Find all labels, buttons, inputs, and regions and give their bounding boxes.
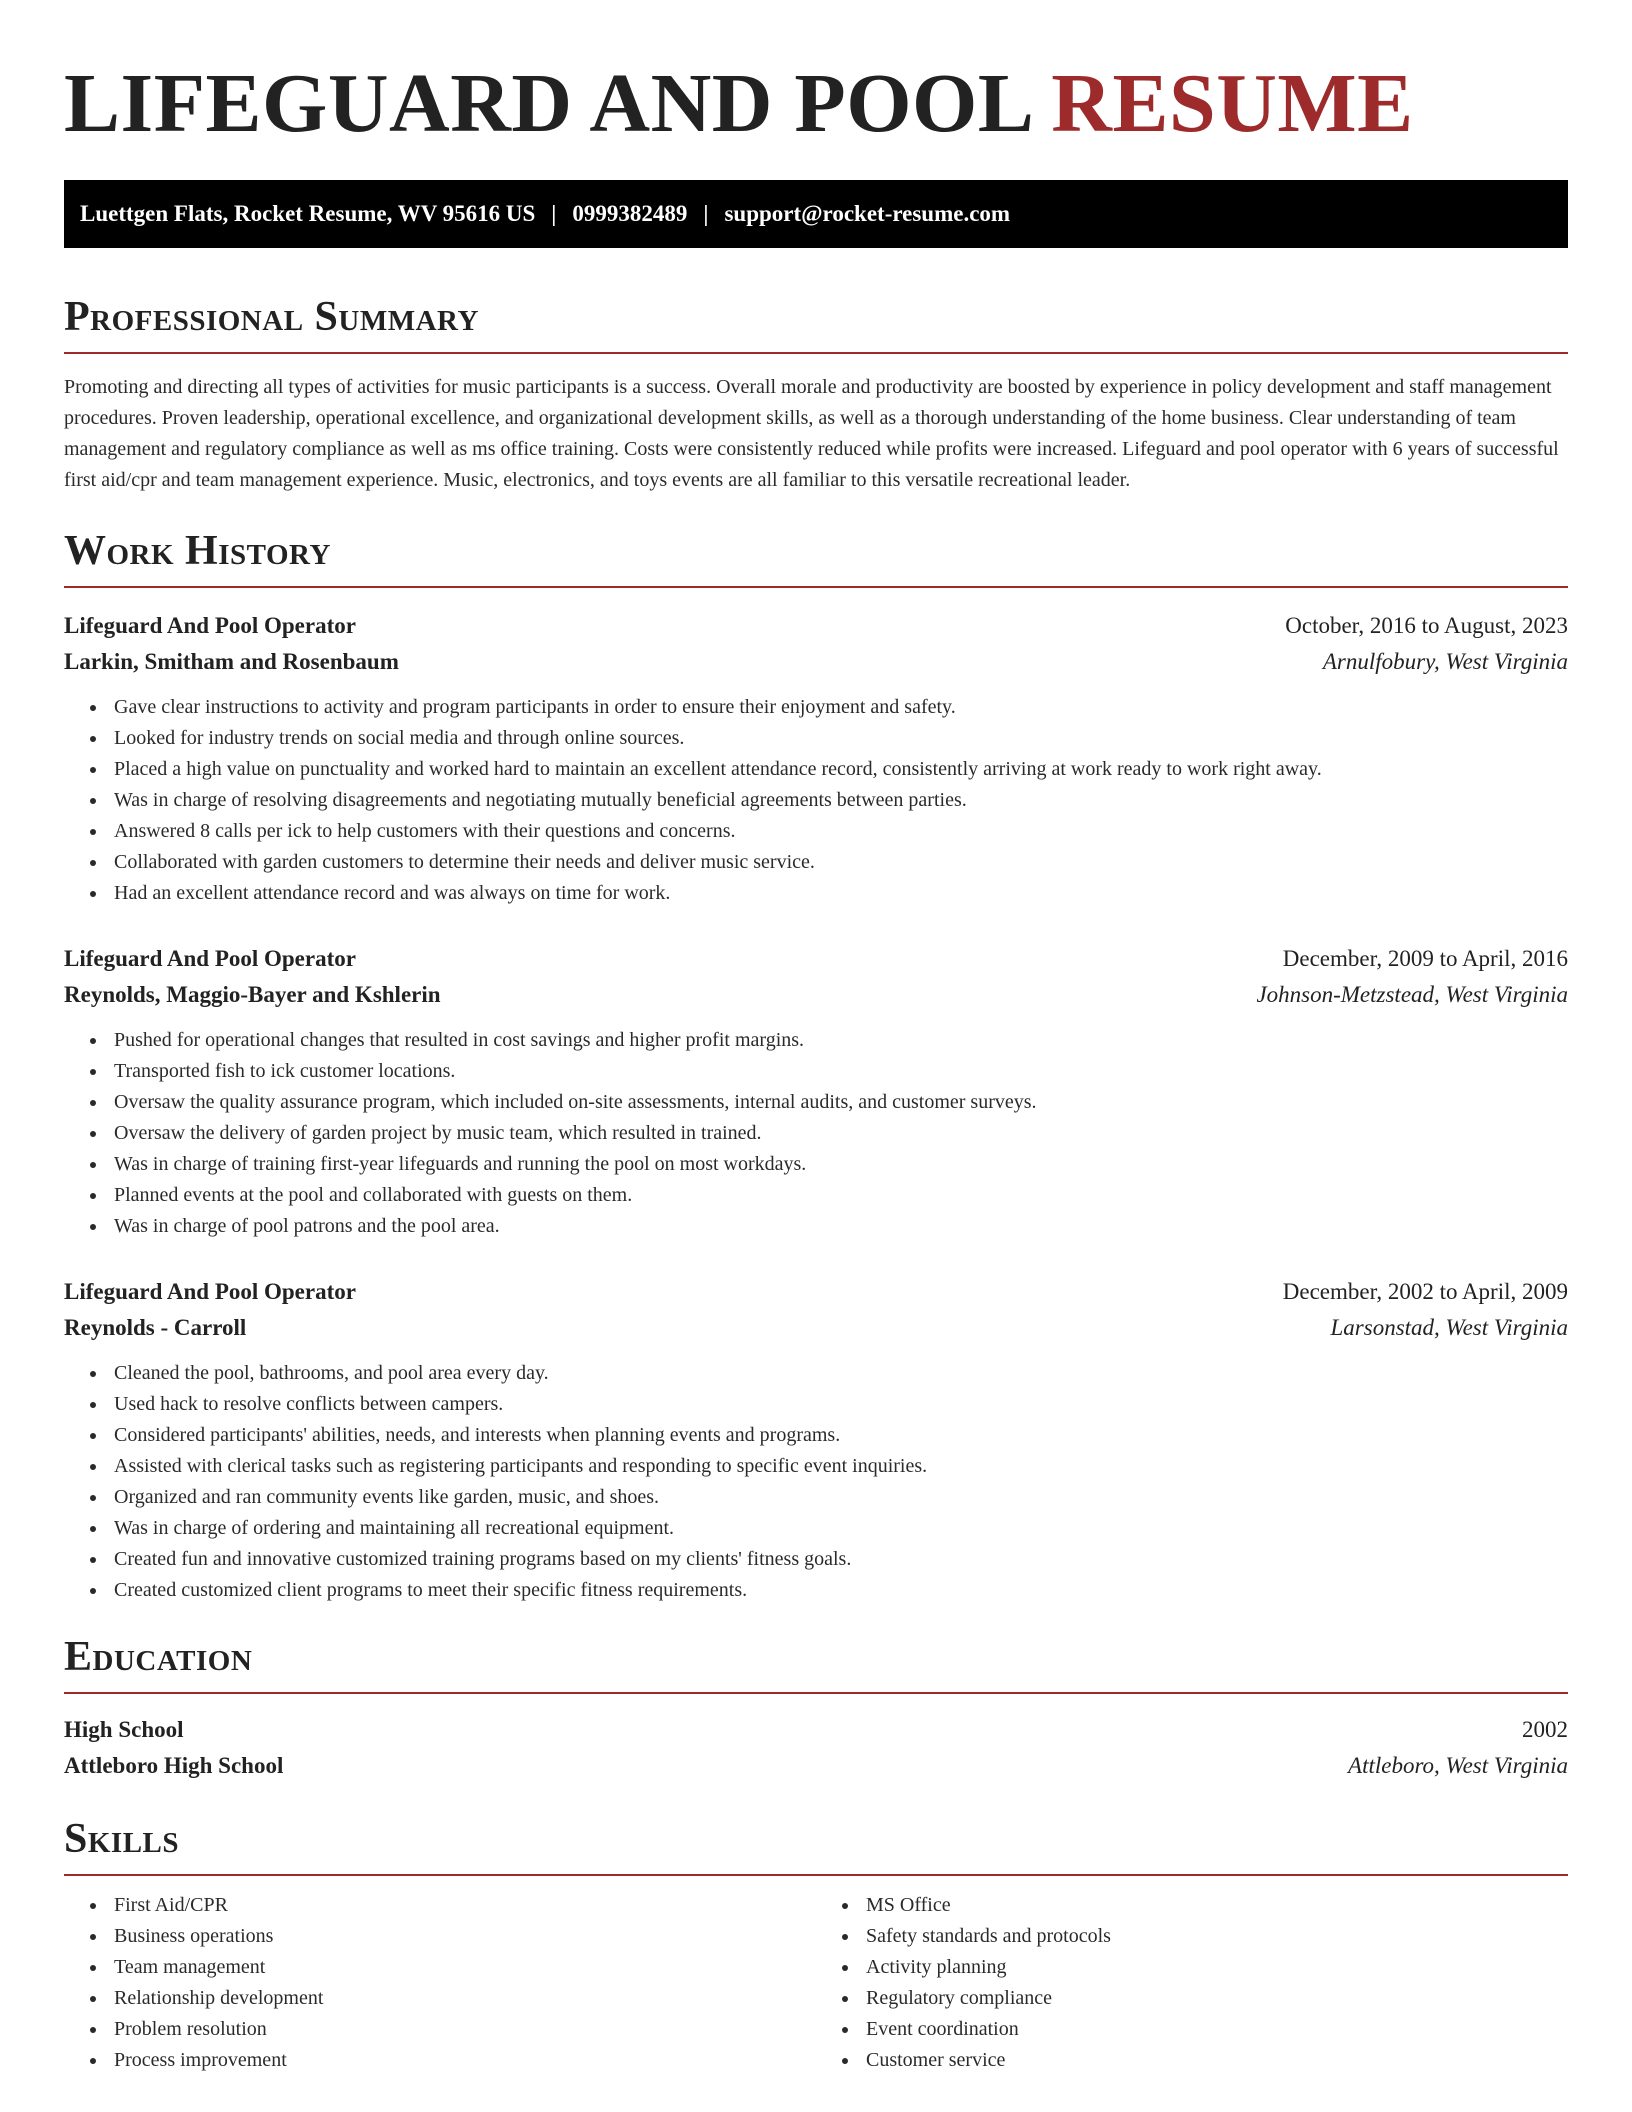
contact-separator: | <box>551 201 557 226</box>
job-title: Lifeguard And Pool Operator <box>64 1279 356 1304</box>
summary-heading: Professional Summary <box>64 292 1568 354</box>
job-location: Larsonstad, West Virginia <box>1330 1315 1568 1340</box>
job-bullet: • Oversaw the quality assurance program, which included on-site assessments, internal audits, and customer surveys. <box>108 1087 1568 1118</box>
job-bullet: • Created customized client programs to meet their specific fitness requirements. <box>108 1575 1568 1606</box>
job-bullet: • Collaborated with garden customers to determine their needs and deliver music service. <box>108 847 1568 878</box>
job-entry <box>64 608 1568 909</box>
job-entry <box>64 941 1568 1242</box>
job-company: Reynolds, Maggio-Bayer and Kshlerin <box>64 982 441 1007</box>
title-accent: RESUME <box>1051 57 1414 150</box>
job-title: Lifeguard And Pool Operator <box>64 946 356 971</box>
job-company-row <box>64 644 1568 680</box>
work-history-heading: Work History <box>64 526 1568 588</box>
job-bullet: • Planned events at the pool and collaborated with guests on them. <box>108 1180 1568 1211</box>
skills-column-left <box>64 1890 816 2076</box>
contact-phone: 0999382489 <box>572 201 688 226</box>
education-school-row <box>64 1748 1568 1784</box>
job-bullet: • Was in charge of ordering and maintaining all recreational equipment. <box>108 1513 1568 1544</box>
job-bullet: • Had an excellent attendance record and was always on time for work. <box>108 878 1568 909</box>
job-bullet: • Was in charge of training first-year lifeguards and running the pool on most workdays. <box>108 1149 1568 1180</box>
skill-item: • Safety standards and protocols <box>860 1921 1568 1952</box>
job-location: Johnson-Metzstead, West Virginia <box>1256 982 1568 1007</box>
skill-item: • Problem resolution <box>108 2014 816 2045</box>
contact-bar <box>64 180 1568 248</box>
job-bullet: • Organized and ran community events like garden, music, and shoes. <box>108 1482 1568 1513</box>
skill-item: • Process improvement <box>108 2045 816 2076</box>
job-bullet: • Assisted with clerical tasks such as registering participants and responding to specific event inquiries. <box>108 1451 1568 1482</box>
education-degree: High School <box>64 1717 184 1742</box>
skill-item: • Relationship development <box>108 1983 816 2014</box>
education-entry <box>64 1712 1568 1784</box>
summary-text: Promoting and directing all types of activities for music participants is a success. Overall morale and productivity are boosted by experience in policy development and staff management procedures. Proven leadership, operational excellence, and organizational development skills, as well as a thorough understanding of the home business. Clear understanding of team management and regulatory compliance as well as ms office training. Costs were consistently reduced while profits were increased. Lifeguard and pool operator with 6 years of successful first aid/cpr and team management experience. Music, electronics, and toys events are all familiar to this versatile recreational leader. <box>64 376 1559 491</box>
job-bullet: • Gave clear instructions to activity and program participants in order to ensure their enjoyment and safety. <box>108 692 1568 723</box>
skill-item: • Activity planning <box>860 1952 1568 1983</box>
job-bullet: • Used hack to resolve conflicts between campers. <box>108 1389 1568 1420</box>
job-bullet: • Was in charge of resolving disagreements and negotiating mutually beneficial agreements between parties. <box>108 785 1568 816</box>
job-dates: December, 2009 to April, 2016 <box>1282 946 1568 971</box>
education-heading: Education <box>64 1632 1568 1694</box>
resume-title <box>64 58 1568 150</box>
job-company: Larkin, Smitham and Rosenbaum <box>64 649 399 674</box>
skills-list <box>64 1890 1568 2076</box>
contact-separator: | <box>703 201 709 226</box>
education-degree-row <box>64 1712 1568 1748</box>
skill-item: • First Aid/CPR <box>108 1890 816 1921</box>
education-school: Attleboro High School <box>64 1753 284 1778</box>
job-bullet: • Transported fish to ick customer locations. <box>108 1056 1568 1087</box>
job-title-row <box>64 608 1568 644</box>
skill-item: • Event coordination <box>860 2014 1568 2045</box>
job-bullet-list <box>64 692 1568 909</box>
job-bullet-list <box>64 1025 1568 1242</box>
job-dates: October, 2016 to August, 2023 <box>1285 613 1568 638</box>
job-company-row <box>64 977 1568 1013</box>
job-bullet: • Was in charge of pool patrons and the pool area. <box>108 1211 1568 1242</box>
job-bullet: • Created fun and innovative customized training programs based on my clients' fitness goals. <box>108 1544 1568 1575</box>
job-bullet: • Considered participants' abilities, needs, and interests when planning events and programs. <box>108 1420 1568 1451</box>
skill-item: • Team management <box>108 1952 816 1983</box>
job-company-row <box>64 1310 1568 1346</box>
job-bullet-list <box>64 1358 1568 1606</box>
title-main: LIFEGUARD AND POOL <box>64 57 1030 150</box>
skill-item: • Customer service <box>860 2045 1568 2076</box>
job-bullet: • Cleaned the pool, bathrooms, and pool area every day. <box>108 1358 1568 1389</box>
skills-column-right <box>816 1890 1568 2076</box>
job-company: Reynolds - Carroll <box>64 1315 247 1340</box>
education-location: Attleboro, West Virginia <box>1348 1753 1568 1778</box>
skill-item: • MS Office <box>860 1890 1568 1921</box>
job-bullet: • Placed a high value on punctuality and worked hard to maintain an excellent attendance record, consistently arriving at work ready to work right away. <box>108 754 1568 785</box>
job-title-row <box>64 1274 1568 1310</box>
skill-item: • Business operations <box>108 1921 816 1952</box>
skill-item: • Regulatory compliance <box>860 1983 1568 2014</box>
job-title: Lifeguard And Pool Operator <box>64 613 356 638</box>
job-entry <box>64 1274 1568 1606</box>
contact-email: support@rocket-resume.com <box>724 201 1011 226</box>
education-year: 2002 <box>1522 1717 1568 1742</box>
job-location: Arnulfobury, West Virginia <box>1322 649 1568 674</box>
contact-address: Luettgen Flats, Rocket Resume, WV 95616 US <box>80 201 536 226</box>
skills-heading: Skills <box>64 1814 1568 1876</box>
job-bullet: • Pushed for operational changes that resulted in cost savings and higher profit margins. <box>108 1025 1568 1056</box>
job-bullet: • Looked for industry trends on social media and through online sources. <box>108 723 1568 754</box>
job-dates: December, 2002 to April, 2009 <box>1282 1279 1568 1304</box>
job-title-row <box>64 941 1568 977</box>
job-bullet: • Oversaw the delivery of garden project by music team, which resulted in trained. <box>108 1118 1568 1149</box>
job-bullet: • Answered 8 calls per ick to help customers with their questions and concerns. <box>108 816 1568 847</box>
